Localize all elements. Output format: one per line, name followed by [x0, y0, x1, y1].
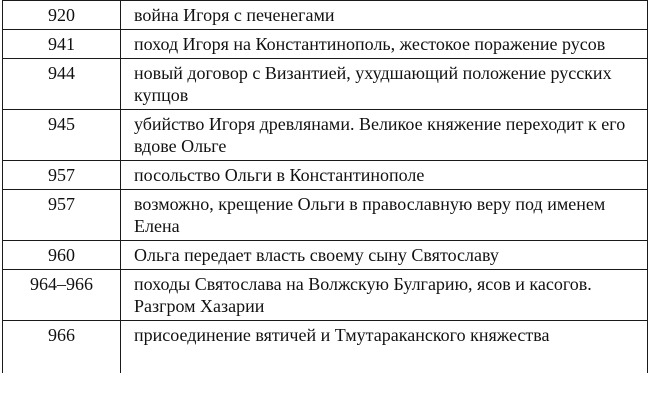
table-row — [3, 110, 648, 161]
chronology-table — [2, 0, 648, 373]
year-cell: 945 — [3, 110, 121, 161]
table-row — [3, 270, 648, 321]
event-cell: новый договор с Византией, ухудшающий положение русских купцов — [121, 59, 648, 110]
table-row — [3, 161, 648, 190]
year-cell: 941 — [3, 30, 121, 59]
event-cell: война Игоря с печенегами — [121, 1, 648, 30]
event-cell: походы Святослава на Волжскую Булгарию, ясов и касогов. Разгром Хазарии — [121, 270, 648, 321]
year-cell: 957 — [3, 190, 121, 241]
year-cell: 944 — [3, 59, 121, 110]
table-row — [3, 321, 648, 374]
event-cell: возможно, крещение Ольги в православную веру под именем Елена — [121, 190, 648, 241]
table-row — [3, 30, 648, 59]
table-row — [3, 1, 648, 30]
chronology-table-body — [3, 1, 648, 374]
year-cell: 966 — [3, 321, 121, 374]
event-cell: убийство Игоря древлянами. Великое княжение переходит к его вдове Ольге — [121, 110, 648, 161]
table-row — [3, 59, 648, 110]
year-cell: 964–966 — [3, 270, 121, 321]
year-cell: 920 — [3, 1, 121, 30]
event-cell: поход Игоря на Константинополь, жестокое поражение русов — [121, 30, 648, 59]
event-cell: Ольга передает власть своему сыну Святославу — [121, 241, 648, 270]
table-row — [3, 241, 648, 270]
year-cell: 957 — [3, 161, 121, 190]
year-cell: 960 — [3, 241, 121, 270]
event-cell: присоединение вятичей и Тмутараканского княжества — [121, 321, 648, 374]
event-cell: посольство Ольги в Константинополе — [121, 161, 648, 190]
table-row — [3, 190, 648, 241]
